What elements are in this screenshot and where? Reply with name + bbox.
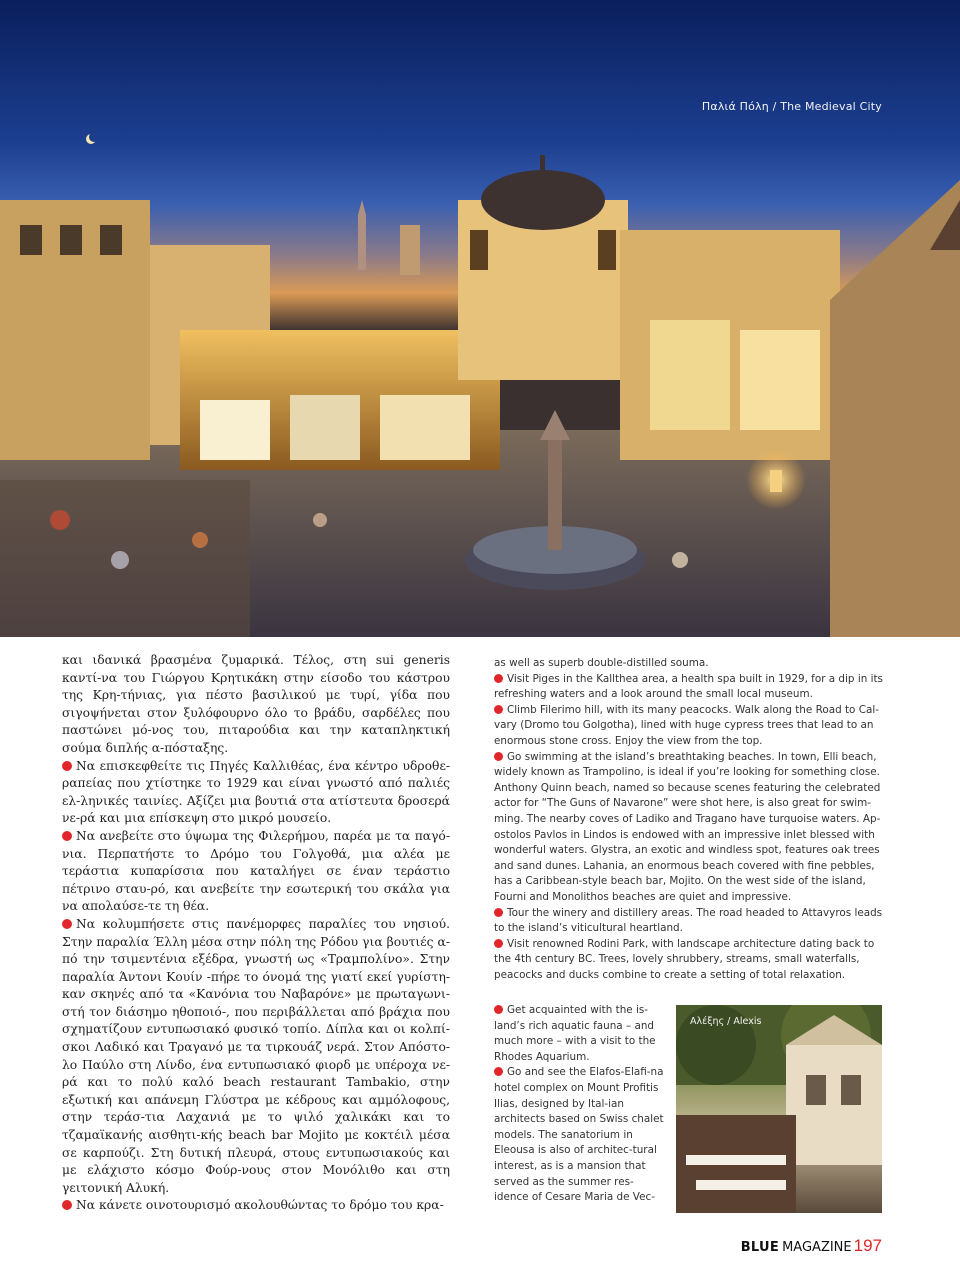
english-item: Visit Piges in the Kallthea area, a health spa built in 1929, for a dip in its refreshing waters and a look around the small local museum.: [494, 672, 883, 701]
magazine-label: MAGAZINE: [782, 1240, 852, 1255]
photo-caption: Αλέξης / Alexis: [690, 1016, 762, 1027]
page-number: 197: [853, 1236, 882, 1255]
greek-column: [62, 652, 450, 1215]
bullet-icon: [494, 752, 503, 761]
bullet-icon: [494, 1005, 503, 1014]
bullet-icon: [494, 1067, 503, 1076]
english-column: [494, 656, 884, 983]
english-item: Tour the winery and distillery areas. The road headed to Attavyros leads to the island’s viticultural heartland.: [494, 906, 883, 935]
bullet-icon: [494, 705, 503, 714]
bullet-icon: [494, 674, 503, 683]
english-narrow-column: [494, 1003, 666, 1206]
english-item: Visit renowned Rodini Park, with landscape architecture dating back to the 4th century BC. Trees, lovely shrubbery, streams, small waterfalls, peacocks and ducks combine to create a setting of total relaxation.: [494, 937, 875, 981]
english-item: Go swimming at the island’s breathtaking beaches. In town, Elli beach, widely known as Trampolino, is ideal if you’re looking for something close. Anthony Quinn beach, named so because scenes featuring the celebrated actor for “The Guns of Navarone” were shot here, is also great for swim-ming. The nearby coves of Ladiko and Tragano have turquoise waters. Ap-ostolos Pavlos in Lindos is endowed with an impressive inlet blessed with wonderful waters. Glystra, an exotic and windless spot, features oak trees and sand dunes. Lahania, an enormous beach covered with fine pebbles, has a Caribbean-style beach bar, Mojito. On the west side of the island, Fourni and Monolithos beaches are quiet and impressive.: [494, 750, 881, 903]
hero-caption: Παλιά Πόλη / The Medieval City: [701, 100, 882, 113]
english-item: Get acquainted with the is-land’s rich aquatic fauna – and much more – with a visit to the Rhodes Aquarium.: [494, 1004, 656, 1063]
hotel-photo: [676, 1005, 882, 1213]
english-intro: as well as superb double-distilled souma.: [494, 657, 709, 669]
magazine-brand: BLUE: [740, 1240, 780, 1255]
greek-item: Να επισκεφθείτε τις Πηγές Καλλιθέας, ένα κέντρο υδροθε-ραπείας που χτίστηκε το 1929 και είναι γνωστό από παλιές ελ-ληνικές ταινίες. Αξίζει μια βουτιά στα ατίστευτα δροσερά νε-ρά και μια επίσκεψη στο μικρό μουσείο.: [62, 758, 450, 826]
bullet-icon: [62, 1200, 72, 1210]
greek-item: Να κάνετε οινοτουρισμό ακολουθώντας το δρόμο του κρα-: [62, 1197, 450, 1215]
greek-item: Να κολυμπήσετε στις πανέμορφες παραλίες του νησιού. Στην παραλία Έλλη μέσα στην πόλη της Ρόδου για βουτιές α-πό την τσιμεντένια εξέδρα, γνωστή ως «Τραμπολίνο». Στην παραλία Άντονι Κουίν -πήρε το όνομά της γιατί εκεί γυρίστη-καν σκηνές από τα «Κανόνια του Ναβαρόνε» με πρωταγωνι-στή τον διάσημο ηθοποιό-, που περιβάλλεται από βράχια που σχηματίζουν εντυπωσιακό φυσικό τοπίο. Δίπλα και οι κολπί-σκοι Λαδικό και Τραγανό με τα τιρκουάζ νερά. Στον Απόστο-λο Παύλο στη Λίνδο, ένα εντυπωσιακό φιορδ με υπέροχα νε-ρά και το πολύ καλό beach restaurant Tambakio, στην εξωτική και απάνεμη Γλύστρα με κέδρους και αμμόλοφους, στην τεράσ-τια Λαχανιά με το ψιλό χαλικάκι και το τζαμαϊκανής αισθητι-κής beach bar Mojito με κοκτέιλ μέσα σε καρπούζι. Στη δυτική πλευρά, στους εντυπωσιακούς και με ελάχιστο κόσμο Φούρ-νους στον Μονόλιθο και στη γειτονική Αλυκή.: [62, 916, 450, 1195]
bullet-icon: [62, 919, 72, 929]
page-footer: [741, 1236, 882, 1256]
bullet-icon: [62, 761, 72, 771]
bullet-icon: [62, 831, 72, 841]
greek-item: Να ανεβείτε στο ύψωμα της Φιλερήμου, παρέα με τα παγό-νια. Περπατήστε το Δρόμο του Γολγοθά, μια αλέα με τεράστια κυπαρίσσια που καταλήγει σε έναν τεράστιο πέτρινο σταυ-ρό, και ανεβείτε την εσωτερική του σκάλα για να απολαύσε-τε τη θέα.: [62, 828, 450, 914]
hotel-illustration: [676, 1005, 882, 1213]
english-item: Go and see the Elafos-Elafi-na hotel complex on Mount Profitis Ilias, designed by Ital-ian architects based on Swiss chalet models. The sanatorium in Eleousa is also of architec-tural interest, as is a mansion that served as the summer res-idence of Cesare Maria de Vec-: [494, 1066, 664, 1204]
bullet-icon: [494, 908, 503, 917]
bullet-icon: [494, 939, 503, 948]
english-item: Climb Filerimo hill, with its many peacocks. Walk along the Road to Cal-vary (Dromo tou Golgotha), lined with huge cypress trees that lead to an enormous stone cross. Enjoy the view from the top.: [494, 703, 879, 747]
greek-intro: και ιδανικά βρασμένα ζυμαρικά. Τέλος, στη sui generis καντί-να του Γιώργου Κρητικάκη στην είσοδο του κάστρου της Κρη-τήνιας, για πέστο βασιλικού με τυρί, γίδα που σιγοψήνεται στον ξυλόφουρνο όλο το βράδυ, σαρδέλες που παστώνει μό-νος του, πιταρούδια και την καταπληκτική σούμα διπλής α-πόσταξης.: [62, 653, 450, 755]
